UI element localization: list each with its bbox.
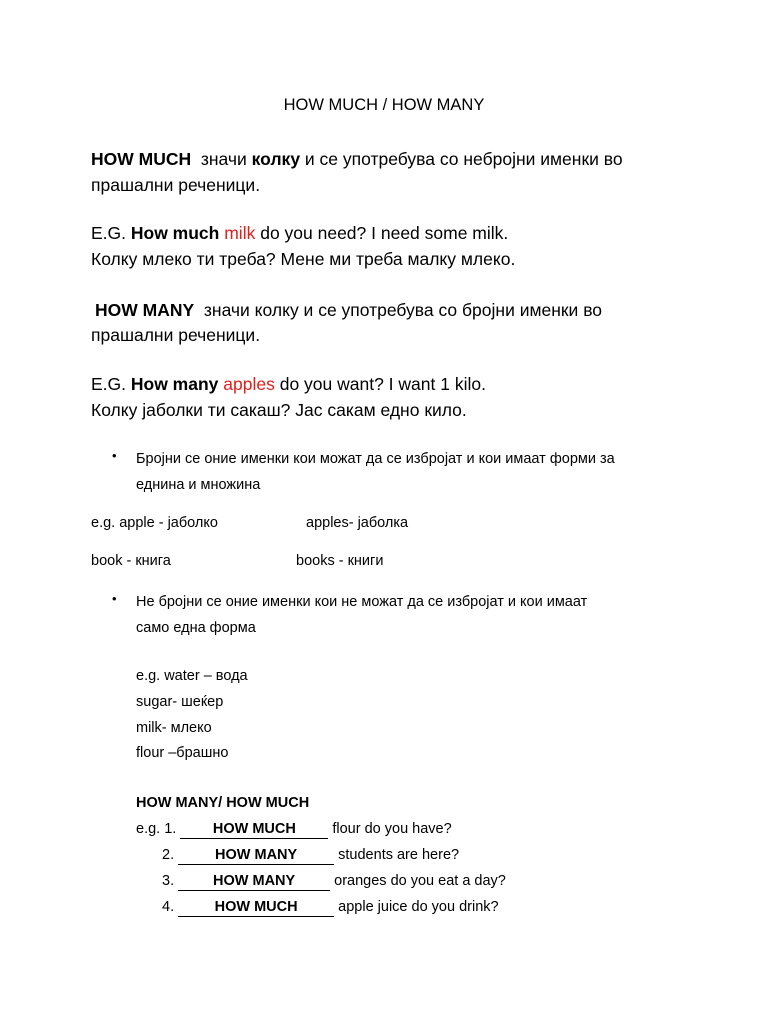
eg-label: E.G. <box>91 223 131 243</box>
how-many-definition-line2: прашални реченици. <box>91 325 261 345</box>
bullet-icon: • <box>112 448 117 463</box>
item-text: apple juice do you drink? <box>334 899 499 915</box>
exercise-item <box>136 816 452 842</box>
uncountable-example: e.g. water – вода <box>136 668 248 684</box>
definition-text: значи <box>200 149 252 169</box>
countable-example-plural: books - книги <box>296 553 384 569</box>
answer-blank: HOW MUCH <box>180 820 328 839</box>
answer-blank: HOW MANY <box>178 872 330 891</box>
item-number: 4. <box>162 899 179 915</box>
how-many-definition <box>95 297 602 323</box>
exercise-heading: HOW MANY/ HOW MUCH <box>136 795 310 811</box>
countable-rule-line2: еднина и множина <box>136 477 261 493</box>
example-noun: milk <box>224 223 256 243</box>
how-much-term: HOW MUCH <box>91 149 192 169</box>
kolku-word: колку <box>251 149 301 169</box>
how-much-translation: Колку млеко ти треба? Мене ми треба малку млеко. <box>91 249 516 269</box>
uncountable-rule-line1: Не бројни се оние именки кои не можат да се избројат и кои имаат <box>136 594 588 610</box>
exercise-item <box>162 842 459 868</box>
item-text: flour do you have? <box>328 821 452 837</box>
item-text: students are here? <box>334 847 460 863</box>
example-rest: do you want? I want 1 kilo. <box>274 374 486 394</box>
how-many-example <box>91 371 486 397</box>
exercise-item <box>162 868 506 894</box>
countable-example-singular: book - книга <box>91 553 171 569</box>
eg-label: E.G. <box>91 374 131 394</box>
uncountable-rule-line2: само една форма <box>136 620 256 636</box>
answer-blank: HOW MANY <box>178 846 334 865</box>
how-much-example <box>91 220 508 246</box>
bullet-icon: • <box>112 591 117 606</box>
item-number: e.g. 1. <box>136 821 181 837</box>
example-rest: do you need? I need some milk. <box>255 223 509 243</box>
how-many-translation: Колку јаболки ти сакаш? Јас сакам едно кило. <box>91 400 467 420</box>
uncountable-example: milk- млеко <box>136 720 212 736</box>
how-many-term: HOW MANY <box>95 300 195 320</box>
definition-text: значи колку и се употребува со бројни именки во <box>203 300 603 320</box>
item-number: 3. <box>162 873 179 889</box>
how-much-definition <box>91 146 623 172</box>
countable-example-plural: apples- јаболка <box>306 515 409 531</box>
uncountable-example: flour –брашно <box>136 745 229 761</box>
exercise-item <box>162 894 499 920</box>
example-noun: apples <box>223 374 275 394</box>
answer-blank: HOW MUCH <box>178 898 334 917</box>
countable-example-singular: e.g. apple - јаболко <box>91 515 218 531</box>
uncountable-example: sugar- шеќер <box>136 694 224 710</box>
how-much-definition-line2: прашални реченици. <box>91 175 261 195</box>
item-number: 2. <box>162 847 179 863</box>
example-phrase: How many <box>130 374 219 394</box>
page-title: HOW MUCH / HOW MANY <box>283 96 485 114</box>
example-phrase: How much <box>130 223 220 243</box>
countable-rule-line1: Бројни се оние именки кои можат да се избројат и кои имаат форми за <box>136 451 615 467</box>
definition-text: и се употребува со небројни именки во <box>300 149 623 169</box>
item-text: oranges do you eat a day? <box>330 873 506 889</box>
